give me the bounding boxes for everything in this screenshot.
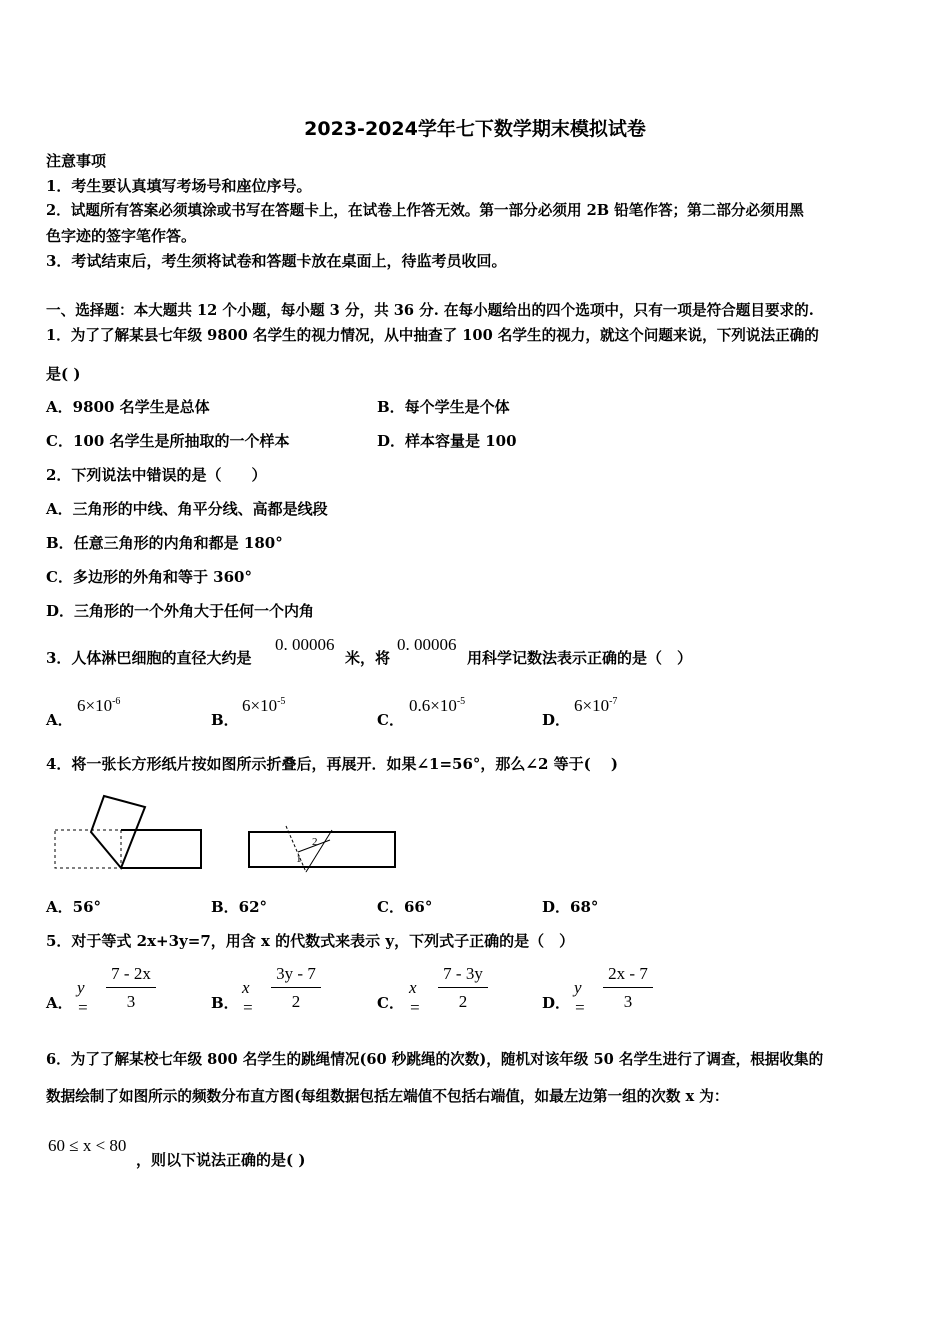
notice-item-3: 3．考试结束后，考生须将试卷和答题卡放在桌面上，待监考员收回。 bbox=[46, 252, 507, 270]
q4-option-d: D．68° bbox=[542, 898, 599, 916]
q4-option-a: A．56° bbox=[46, 898, 102, 916]
q3-stem-c: 用科学记数法表示正确的是（ ） bbox=[467, 649, 693, 667]
q4-option-c: C．66° bbox=[377, 898, 433, 916]
q1-stem-cont: 是( ) bbox=[46, 365, 81, 383]
q4-stem: 4．将一张长方形纸片按如图所示折叠后，再展开．如果∠1=56°，那么∠2 等于( ) bbox=[46, 755, 619, 773]
q5-option-d-label: D． bbox=[542, 994, 571, 1012]
q4-angle-2-label: 2 bbox=[312, 836, 318, 848]
notice-heading: 注意事项 bbox=[46, 152, 107, 170]
q1-stem: 1．为了了解某县七年级 9800 名学生的视力情况，从中抽查了 100 名学生的视力，就这个问题来说，下列说法正确的 bbox=[46, 327, 819, 344]
q5-option-c-label: C． bbox=[377, 994, 404, 1012]
q4-figure-folded bbox=[55, 796, 201, 868]
q5-stem: 5．对于等式 2x+3y=7，用含 x 的代数式来表示 y，下列式子正确的是（ ） bbox=[46, 932, 575, 950]
q3-option-b-label: B． bbox=[211, 711, 239, 729]
q2-option-b: B．任意三角形的内角和都是 180° bbox=[46, 534, 283, 552]
q4-figure-unfolded bbox=[249, 826, 395, 872]
q3-option-d-expr: $6\times 10^{-7}$ bbox=[574, 696, 618, 715]
q1-option-c: C．100 名学生是所抽取的一个样本 bbox=[46, 432, 290, 450]
q2-option-a: A．三角形的中线、角平分线、高都是线段 bbox=[46, 500, 328, 518]
q3-option-a-expr: $6\times 10^{-6}$ bbox=[77, 696, 121, 715]
q1-option-d: D．样本容量是 100 bbox=[377, 432, 517, 450]
q4-option-b: B．62° bbox=[211, 898, 268, 916]
q3-option-c-label: C． bbox=[377, 711, 404, 729]
page-title: 2023-2024学年七下数学期末模拟试卷 bbox=[304, 118, 646, 140]
notice-item-2-cont: 色字迹的签字笔作答。 bbox=[46, 227, 197, 245]
notice-item-1: 1．考生要认真填写考场号和座位序号。 bbox=[46, 177, 312, 195]
q2-option-c: C．多边形的外角和等于 360° bbox=[46, 568, 252, 586]
q3-value-1: 0. 00006 bbox=[275, 635, 335, 654]
q5-option-b-label: B． bbox=[211, 994, 239, 1012]
q6-inequality: 60 ≤ x < 80 bbox=[48, 1136, 127, 1155]
q3-option-b-expr: $6\times 10^{-5}$ bbox=[242, 696, 286, 715]
q3-option-d-label: D． bbox=[542, 711, 571, 729]
q3-option-a-label: A． bbox=[46, 711, 73, 729]
q2-option-d: D．三角形的一个外角大于任何一个内角 bbox=[46, 602, 315, 620]
q1-option-b: B．每个学生是个体 bbox=[377, 398, 510, 416]
q3-option-c-expr: $0.6\times 10^{-5}$ bbox=[409, 696, 466, 715]
q3-value-2: 0. 00006 bbox=[397, 635, 457, 654]
q3-stem-a: 3．人体淋巴细胞的直径大约是 bbox=[46, 649, 252, 667]
section-heading: 一、选择题：本大题共 12 个小题，每小题 3 分，共 36 分. 在每小题给出的四个选项中，只有一项是符合题目要求的. bbox=[46, 302, 814, 319]
q6-stem-line1: 6．为了了解某校七年级 800 名学生的跳绳情况(60 秒跳绳的次数)，随机对该年级 50 名学生进行了调查，根据收集的 bbox=[46, 1051, 824, 1068]
q1-option-a: A．9800 名学生是总体 bbox=[46, 398, 210, 416]
q6-stem-line2: 数据绘制了如图所示的频数分布直方图(每组数据包括左端值不包括右端值，如最左边第一组的次数 x 为： bbox=[46, 1088, 729, 1105]
notice-item-2: 2．试题所有答案必须填涂或书写在答题卡上，在试卷上作答无效。第一部分必须用 2B 铅笔作答；第二部分必须用黑 bbox=[46, 202, 804, 219]
q6-stem-line3: ，则以下说法正确的是( ) bbox=[136, 1151, 306, 1169]
q3-stem-b: 米，将 bbox=[345, 649, 391, 667]
q2-stem: 2．下列说法中错误的是（ ） bbox=[46, 466, 267, 484]
q5-option-a-label: A． bbox=[46, 994, 73, 1012]
q4-angle-1-label: 1 bbox=[296, 853, 302, 865]
